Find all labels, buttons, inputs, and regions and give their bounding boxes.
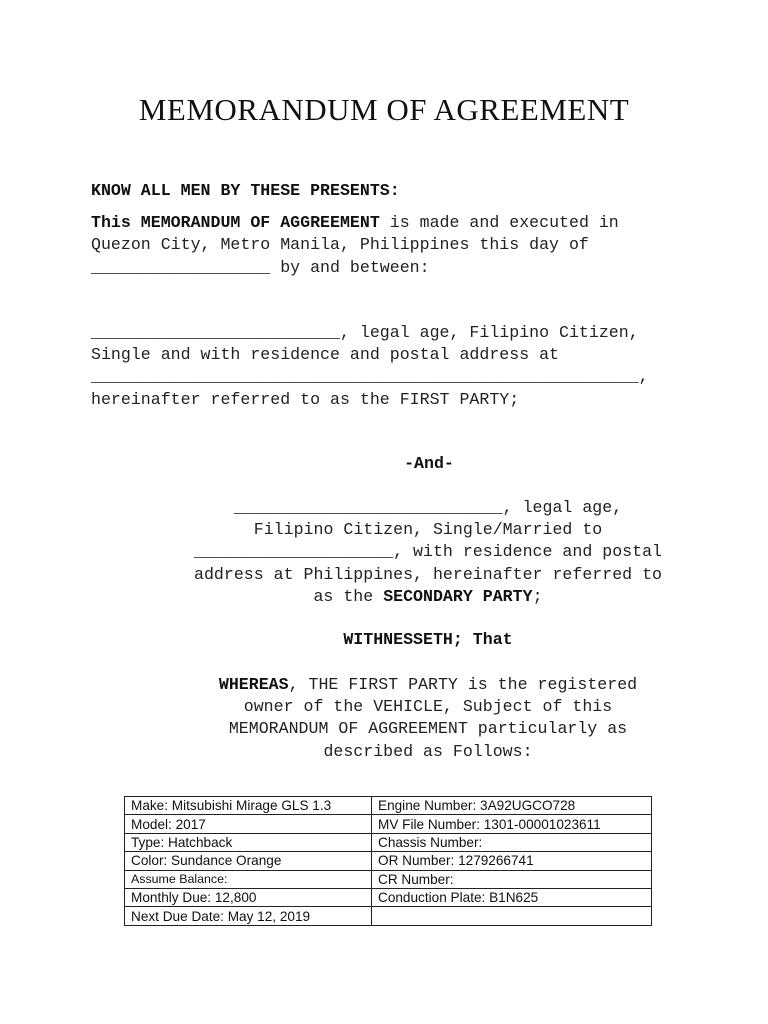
- whereas-line-2: owner of the VEHICLE, Subject of this: [243, 697, 613, 716]
- table-row: [125, 907, 652, 925]
- table-row: [125, 833, 652, 851]
- table-cell: MV File Number: 1301-00001023611: [372, 815, 652, 833]
- table-cell: Model: 2017: [125, 815, 372, 833]
- first-party-line-3: _______________________________________________________,: [91, 367, 649, 386]
- table-cell: Conduction Plate: B1N625: [372, 888, 652, 906]
- second-party-line-4: address at Philippines, hereinafter referred to: [193, 565, 663, 584]
- witnesseth-heading: WITHNESSETH; That: [343, 630, 513, 649]
- table-cell: Engine Number: 3A92UGCO728: [372, 797, 652, 815]
- table-cell: Type: Hatchback: [125, 833, 372, 851]
- secondary-party-bold: SECONDARY PARTY: [383, 587, 533, 606]
- table-row: [125, 815, 652, 833]
- vehicle-details-table: [124, 796, 652, 926]
- first-party-line-1: _________________________, legal age, Filipino Citizen,: [91, 323, 639, 342]
- table-cell: Next Due Date: May 12, 2019: [125, 907, 372, 925]
- know-all-heading: KNOW ALL MEN BY THESE PRESENTS:: [91, 181, 400, 200]
- first-party-line-4: hereinafter referred to as the FIRST PARTY;: [91, 390, 520, 409]
- intro-line-2: Quezon City, Metro Manila, Philippines this day of: [91, 235, 589, 254]
- table-cell: Make: Mitsubishi Mirage GLS 1.3: [125, 797, 372, 815]
- table-cell: CR Number:: [372, 870, 652, 888]
- page-title: MEMORANDUM OF AGREEMENT: [138, 92, 630, 127]
- table-row: [125, 888, 652, 906]
- first-party-line-2: Single and with residence and postal address at: [91, 345, 560, 364]
- table-cell: Color: Sundance Orange: [125, 852, 372, 870]
- second-party-line-2: Filipino Citizen, Single/Married to: [253, 520, 603, 539]
- whereas-line-1: WHEREAS, THE FIRST PARTY is the registered: [218, 675, 638, 694]
- table-cell: [372, 907, 652, 925]
- table-cell: Chassis Number:: [372, 833, 652, 851]
- and-separator: -And-: [404, 454, 454, 473]
- second-party-line-5: as the SECONDARY PARTY;: [313, 587, 543, 606]
- table-row: [125, 870, 652, 888]
- whereas-line-4: described as Follows:: [323, 742, 533, 761]
- whereas-line-3: MEMORANDUM OF AGGREEMENT particularly as: [228, 719, 628, 738]
- table-row: [125, 852, 652, 870]
- table-cell: OR Number: 1279266741: [372, 852, 652, 870]
- second-party-line-3: ____________________, with residence and postal: [193, 542, 663, 561]
- whereas-bold: WHEREAS: [218, 675, 289, 694]
- intro-line-1: This MEMORANDUM OF AGGREEMENT is made and executed in: [91, 213, 619, 232]
- second-party-line-1: ___________________________, legal age,: [233, 498, 623, 517]
- intro-bold-lead: This MEMORANDUM OF AGGREEMENT: [91, 213, 380, 232]
- table-cell: Assume Balance:: [125, 870, 372, 888]
- table-row: [125, 797, 652, 815]
- table-cell: Monthly Due: 12,800: [125, 888, 372, 906]
- intro-line-3: __________________ by and between:: [91, 258, 430, 277]
